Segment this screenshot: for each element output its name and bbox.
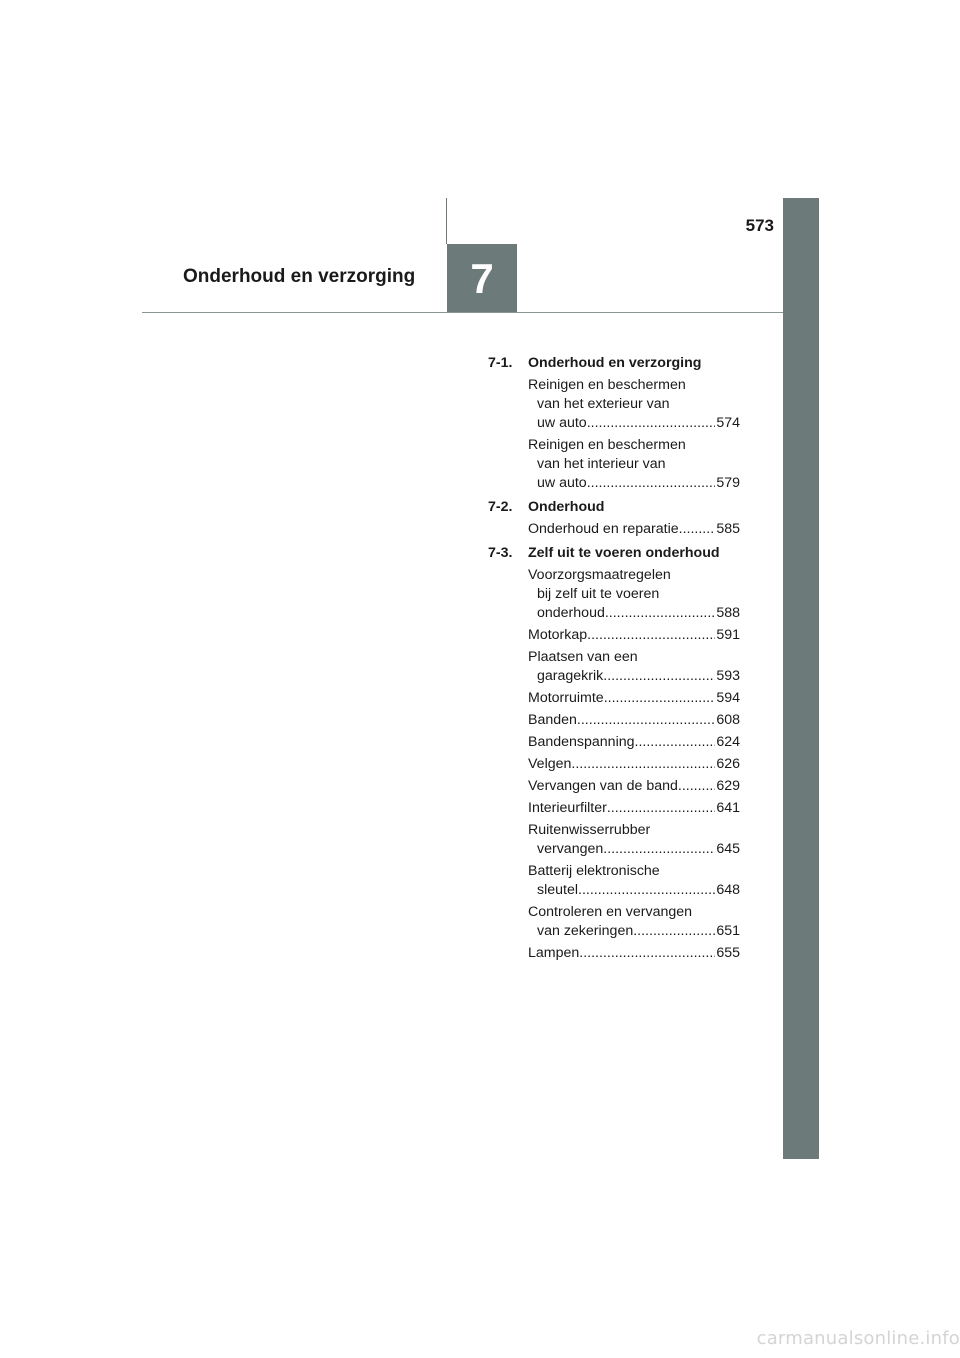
toc-entry-label: sleutel bbox=[537, 882, 579, 898]
toc-entry[interactable] bbox=[528, 944, 740, 963]
toc-leader-dots bbox=[678, 777, 715, 796]
toc-entry-line bbox=[528, 474, 740, 493]
toc-entry-label: uw auto bbox=[537, 475, 587, 491]
toc-section-number: 7-2. bbox=[488, 499, 513, 515]
toc-entry-line bbox=[528, 944, 740, 963]
toc-entry-line bbox=[528, 626, 740, 645]
toc-entry[interactable] bbox=[528, 689, 740, 708]
toc-entry-line: van het exterieur van bbox=[537, 396, 670, 412]
toc-leader-dots bbox=[578, 881, 715, 900]
toc-entry-line bbox=[528, 667, 740, 686]
toc-leader-dots bbox=[587, 626, 715, 645]
toc-leader-dots bbox=[603, 840, 715, 859]
toc-entry[interactable] bbox=[528, 799, 740, 818]
toc-entry[interactable] bbox=[528, 733, 740, 752]
toc-entry-line: Ruitenwisserrubber bbox=[528, 822, 651, 838]
toc-entry-page: 585 bbox=[716, 521, 740, 537]
toc-entry-label: Onderhoud en reparatie bbox=[528, 521, 679, 537]
toc-entry[interactable] bbox=[528, 711, 740, 730]
toc-entry[interactable] bbox=[528, 626, 740, 645]
toc-entry-label: Velgen bbox=[528, 756, 572, 772]
toc-entry[interactable] bbox=[528, 648, 740, 686]
toc-entry-line: Voorzorgsmaatregelen bbox=[528, 567, 671, 583]
toc-section-title: Zelf uit te voeren onderhoud bbox=[528, 545, 720, 561]
toc-leader-dots bbox=[603, 667, 715, 686]
toc-entry-line: Reinigen en beschermen bbox=[528, 377, 686, 393]
toc-leader-dots bbox=[633, 922, 715, 941]
table-of-contents bbox=[488, 354, 740, 968]
toc-section-heading bbox=[488, 498, 740, 517]
toc-entry-page: 626 bbox=[716, 756, 740, 772]
toc-leader-dots bbox=[635, 733, 716, 752]
toc-section bbox=[488, 354, 740, 493]
toc-entry-label: Motorkap bbox=[528, 627, 588, 643]
chapter-divider-vertical bbox=[446, 198, 447, 244]
toc-entry-page: 651 bbox=[716, 923, 740, 939]
toc-entry-line bbox=[528, 755, 740, 774]
toc-entry-label: Lampen bbox=[528, 945, 580, 961]
toc-entry-page: 588 bbox=[716, 605, 740, 621]
toc-entry-line: Batterij elektronische bbox=[528, 863, 660, 879]
toc-leader-dots bbox=[571, 755, 715, 774]
toc-entry-label: garagekrik bbox=[537, 668, 604, 684]
chapter-number-box bbox=[447, 244, 517, 313]
toc-leader-dots bbox=[579, 944, 715, 963]
toc-entry-label: Interieurfilter bbox=[528, 800, 607, 816]
toc-entry-line: Reinigen en beschermen bbox=[528, 437, 686, 453]
toc-entry-line: Plaatsen van een bbox=[528, 649, 638, 665]
toc-entry-list bbox=[488, 376, 740, 493]
toc-leader-dots bbox=[607, 799, 715, 818]
toc-entry-page: 591 bbox=[716, 627, 740, 643]
chapter-number: 7 bbox=[470, 254, 494, 302]
toc-entry[interactable] bbox=[528, 903, 740, 941]
toc-entry-page: 574 bbox=[716, 415, 740, 431]
toc-entry[interactable] bbox=[528, 862, 740, 900]
toc-entry-page: 624 bbox=[716, 734, 740, 750]
toc-entry-list bbox=[488, 520, 740, 539]
toc-entry-page: 608 bbox=[716, 712, 740, 728]
toc-entry-line: van het interieur van bbox=[537, 456, 666, 472]
toc-leader-dots bbox=[587, 414, 716, 433]
toc-section-number: 7-1. bbox=[488, 355, 513, 371]
toc-entry-label: Motorruimte bbox=[528, 690, 604, 706]
toc-entry-list bbox=[488, 566, 740, 963]
header-rule bbox=[142, 312, 783, 313]
toc-section-heading bbox=[488, 544, 740, 563]
toc-entry-label: onderhoud bbox=[537, 605, 605, 621]
toc-entry-line bbox=[528, 604, 740, 623]
toc-entry-label: Bandenspanning bbox=[528, 734, 635, 750]
toc-entry-line bbox=[528, 733, 740, 752]
toc-entry-label: vervangen bbox=[537, 841, 604, 857]
toc-entry-line bbox=[528, 414, 740, 433]
toc-entry-page: 641 bbox=[716, 800, 740, 816]
toc-entry-line bbox=[528, 881, 740, 900]
toc-section-title: Onderhoud bbox=[528, 499, 605, 515]
toc-entry-line bbox=[528, 799, 740, 818]
toc-entry-label: uw auto bbox=[537, 415, 587, 431]
toc-section bbox=[488, 544, 740, 963]
toc-entry-page: 629 bbox=[716, 778, 740, 794]
toc-entry-line bbox=[528, 520, 740, 539]
toc-leader-dots bbox=[577, 711, 715, 730]
toc-entry-line: Controleren en vervangen bbox=[528, 904, 693, 920]
toc-entry-page: 579 bbox=[716, 475, 740, 491]
toc-entry-label: Banden bbox=[528, 712, 577, 728]
toc-section-title: Onderhoud en verzorging bbox=[528, 355, 702, 371]
toc-entry-page: 593 bbox=[716, 668, 740, 684]
toc-entry[interactable] bbox=[528, 520, 740, 539]
toc-section-number: 7-3. bbox=[488, 545, 513, 561]
toc-leader-dots bbox=[604, 689, 716, 708]
toc-entry-label: Vervangen van de band bbox=[528, 778, 678, 794]
watermark: carmanualsonline.info bbox=[756, 1328, 960, 1349]
toc-entry-page: 594 bbox=[716, 690, 740, 706]
toc-entry-line bbox=[528, 711, 740, 730]
toc-leader-dots bbox=[587, 474, 716, 493]
toc-entry[interactable] bbox=[528, 566, 740, 623]
chapter-thumb-tab bbox=[783, 198, 819, 1159]
chapter-title: Onderhoud en verzorging bbox=[183, 266, 416, 287]
toc-leader-dots bbox=[605, 604, 715, 623]
toc-entry-page: 648 bbox=[716, 882, 740, 898]
toc-entry-line: bij zelf uit te voeren bbox=[537, 586, 660, 602]
toc-entry-page: 645 bbox=[716, 841, 740, 857]
toc-entry-line bbox=[528, 922, 740, 941]
toc-entry[interactable] bbox=[528, 436, 740, 493]
toc-leader-dots bbox=[679, 520, 716, 539]
toc-entry-label: van zekeringen bbox=[537, 923, 634, 939]
toc-entry-line bbox=[528, 840, 740, 859]
toc-entry[interactable] bbox=[528, 777, 740, 796]
toc-section-heading bbox=[488, 354, 740, 373]
toc-entry[interactable] bbox=[528, 821, 740, 859]
toc-entry-page: 655 bbox=[716, 945, 740, 961]
page-number: 573 bbox=[745, 216, 774, 235]
toc-section bbox=[488, 498, 740, 539]
toc-entry-line bbox=[528, 689, 740, 708]
toc-entry[interactable] bbox=[528, 376, 740, 433]
toc-entry[interactable] bbox=[528, 755, 740, 774]
toc-entry-line bbox=[528, 777, 740, 796]
